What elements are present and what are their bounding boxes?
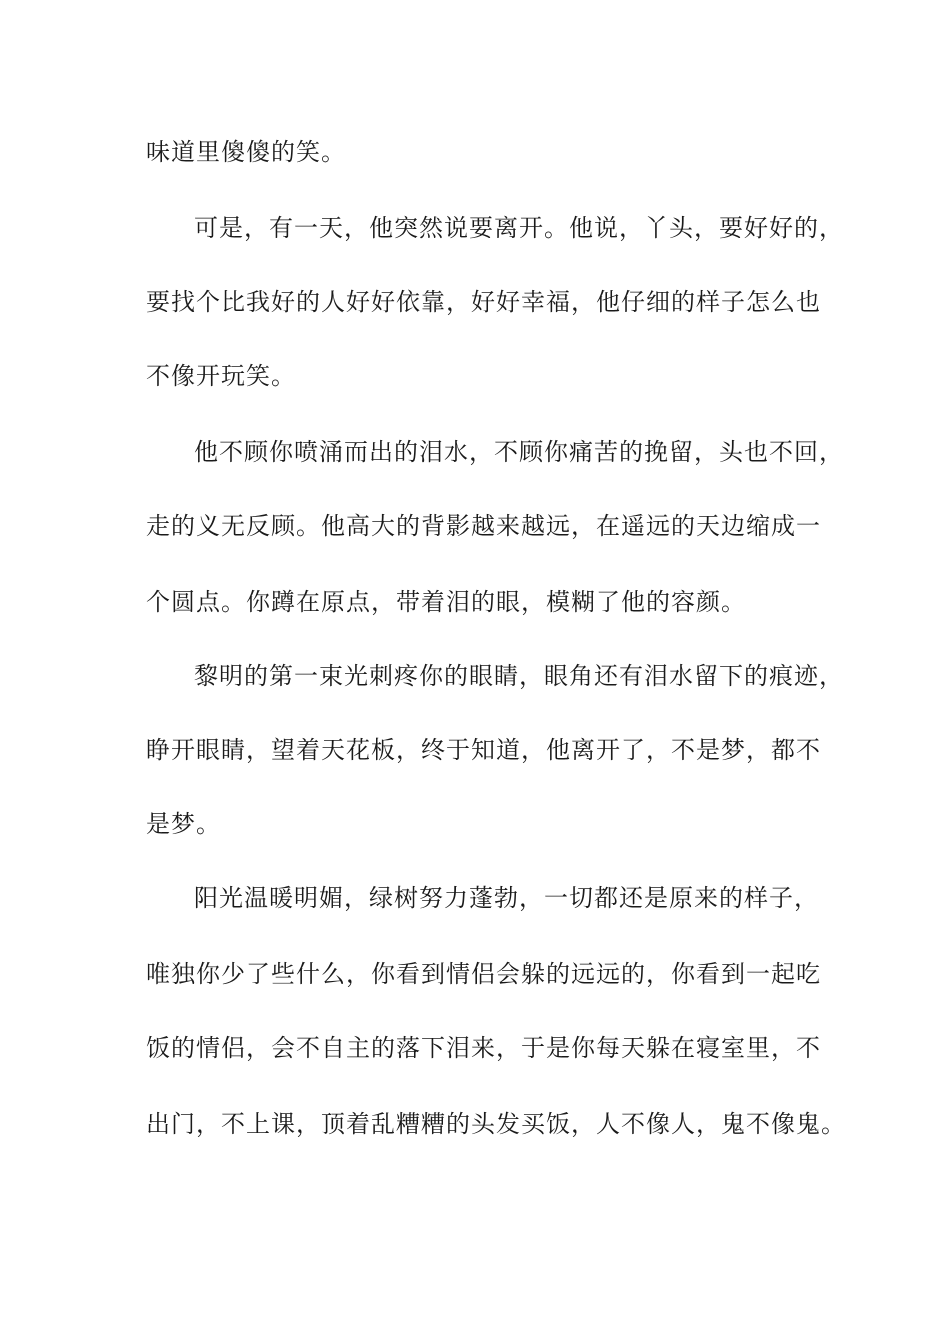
- paragraph-2-line-2: 要找个比我好的人好好依靠，好好幸福，他仔细的样子怎么也: [146, 288, 821, 316]
- paragraph-2-line-1: 可是，有一天，他突然说要离开。他说，丫头，要好好的，: [194, 214, 844, 242]
- text-line-1: 味道里傻傻的笑。: [146, 138, 346, 166]
- paragraph-4-line-2: 睁开眼睛，望着天花板，终于知道，他离开了，不是梦，都不: [146, 736, 821, 764]
- paragraph-3-line-2: 走的义无反顾。他高大的背影越来越远，在遥远的天边缩成一: [146, 512, 821, 540]
- paragraph-3-line-1: 他不顾你喷涌而出的泪水，不顾你痛苦的挽留，头也不回，: [194, 438, 844, 466]
- paragraph-2-line-3: 不像开玩笑。: [146, 362, 296, 390]
- paragraph-5-line-2: 唯独你少了些什么，你看到情侣会躲的远远的，你看到一起吃: [146, 960, 821, 988]
- paragraph-4-line-1: 黎明的第一束光刺疼你的眼睛，眼角还有泪水留下的痕迹，: [194, 662, 844, 690]
- paragraph-5-line-1: 阳光温暖明媚，绿树努力蓬勃，一切都还是原来的样子，: [194, 884, 819, 912]
- paragraph-5-line-3: 饭的情侣，会不自主的落下泪来，于是你每天躲在寝室里，不: [146, 1034, 821, 1062]
- paragraph-4-line-3: 是梦。: [146, 810, 221, 838]
- paragraph-5-line-4: 出门，不上课，顶着乱糟糟的头发买饭，人不像人，鬼不像鬼。: [146, 1110, 846, 1138]
- paragraph-3-line-3: 个圆点。你蹲在原点，带着泪的眼，模糊了他的容颜。: [146, 588, 746, 616]
